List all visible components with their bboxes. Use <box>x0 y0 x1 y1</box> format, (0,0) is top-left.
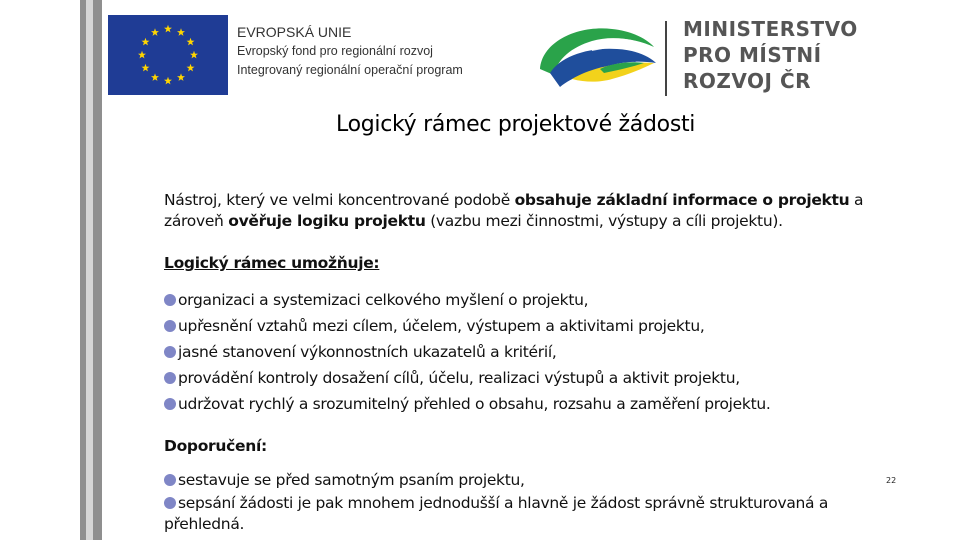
eu-line-2: Evropský fond pro regionální rozvoj <box>237 44 433 58</box>
intro-bold-2: ověřuje logiku projektu <box>228 212 426 230</box>
list-item <box>164 313 904 339</box>
logo-separator <box>665 21 667 96</box>
list-item-text: sestavuje se před samotným psaním projektu, <box>178 471 525 489</box>
mmr-line-1: MINISTERSTVO <box>683 17 858 41</box>
section-heading: Logický rámec umožňuje: <box>164 254 380 272</box>
bullet-icon <box>164 346 176 358</box>
intro-text-2: a zároveň <box>164 191 864 230</box>
slide-body <box>164 190 904 535</box>
list-item-text: jasné stanovení výkonnostních ukazatelů a kritérií, <box>178 343 557 361</box>
bullet-icon <box>164 320 176 332</box>
bullet-list <box>164 287 904 417</box>
list-item-text: organizaci a systemizaci celkového myšlení o projektu, <box>178 291 589 309</box>
list-item <box>164 339 904 365</box>
list-item <box>164 493 904 535</box>
mmr-emblem-logo <box>532 17 664 97</box>
eu-star-icon <box>151 28 159 36</box>
bullet-icon <box>164 474 176 486</box>
list-item <box>164 391 904 417</box>
recommendation-heading: Doporučení: <box>164 437 267 455</box>
eu-star-icon <box>164 25 172 33</box>
eu-star-icon <box>138 51 146 59</box>
eu-star-icon <box>141 38 149 46</box>
intro-text-3: (vazbu mezi činnostmi, výstupy a cíli projektu). <box>425 212 783 230</box>
eu-star-icon <box>187 38 195 46</box>
mmr-line-3: ROZVOJ ČR <box>683 69 812 93</box>
eu-logo-text <box>237 23 463 80</box>
mmr-line-2: PRO MÍSTNÍ <box>683 43 822 67</box>
intro-bold-1: obsahuje základní informace o projektu <box>514 191 850 209</box>
eu-flag-logo <box>108 15 228 95</box>
slide-title: Logický rámec projektové žádosti <box>336 112 696 137</box>
intro-paragraph <box>164 190 904 232</box>
eu-star-icon <box>151 73 159 81</box>
bullet-icon <box>164 497 176 509</box>
eu-line-3: Integrovaný regionální operační program <box>237 63 463 77</box>
left-decorative-bar <box>80 0 102 540</box>
eu-line-1: EVROPSKÁ UNIE <box>237 24 352 40</box>
bullet-icon <box>164 398 176 410</box>
list-item <box>164 287 904 313</box>
mmr-logo-text <box>683 16 858 94</box>
eu-star-icon <box>141 64 149 72</box>
bullet-icon <box>164 372 176 384</box>
list-item <box>164 467 904 493</box>
list-item-text: udržovat rychlý a srozumitelný přehled o obsahu, rozsahu a zaměření projektu. <box>178 395 771 413</box>
eu-star-icon <box>177 28 185 36</box>
eu-star-icon <box>187 64 195 72</box>
intro-text-1: Nástroj, který ve velmi koncentrované podobě <box>164 191 515 209</box>
list-item-text: upřesnění vztahů mezi cílem, účelem, výstupem a aktivitami projektu, <box>178 317 705 335</box>
list-item <box>164 365 904 391</box>
bullet-icon <box>164 294 176 306</box>
eu-star-icon <box>164 77 172 85</box>
eu-star-icon <box>177 73 185 81</box>
list-item-text: provádění kontroly dosažení cílů, účelu, realizaci výstupů a aktivit projektu, <box>178 369 740 387</box>
recommendation-list <box>164 467 904 535</box>
list-item-text: sepsání žádosti je pak mnohem jednodušší a hlavně je žádost správně strukturovaná a přehledná. <box>164 494 829 533</box>
eu-star-icon <box>190 51 198 59</box>
page-number: 22 <box>886 476 897 485</box>
